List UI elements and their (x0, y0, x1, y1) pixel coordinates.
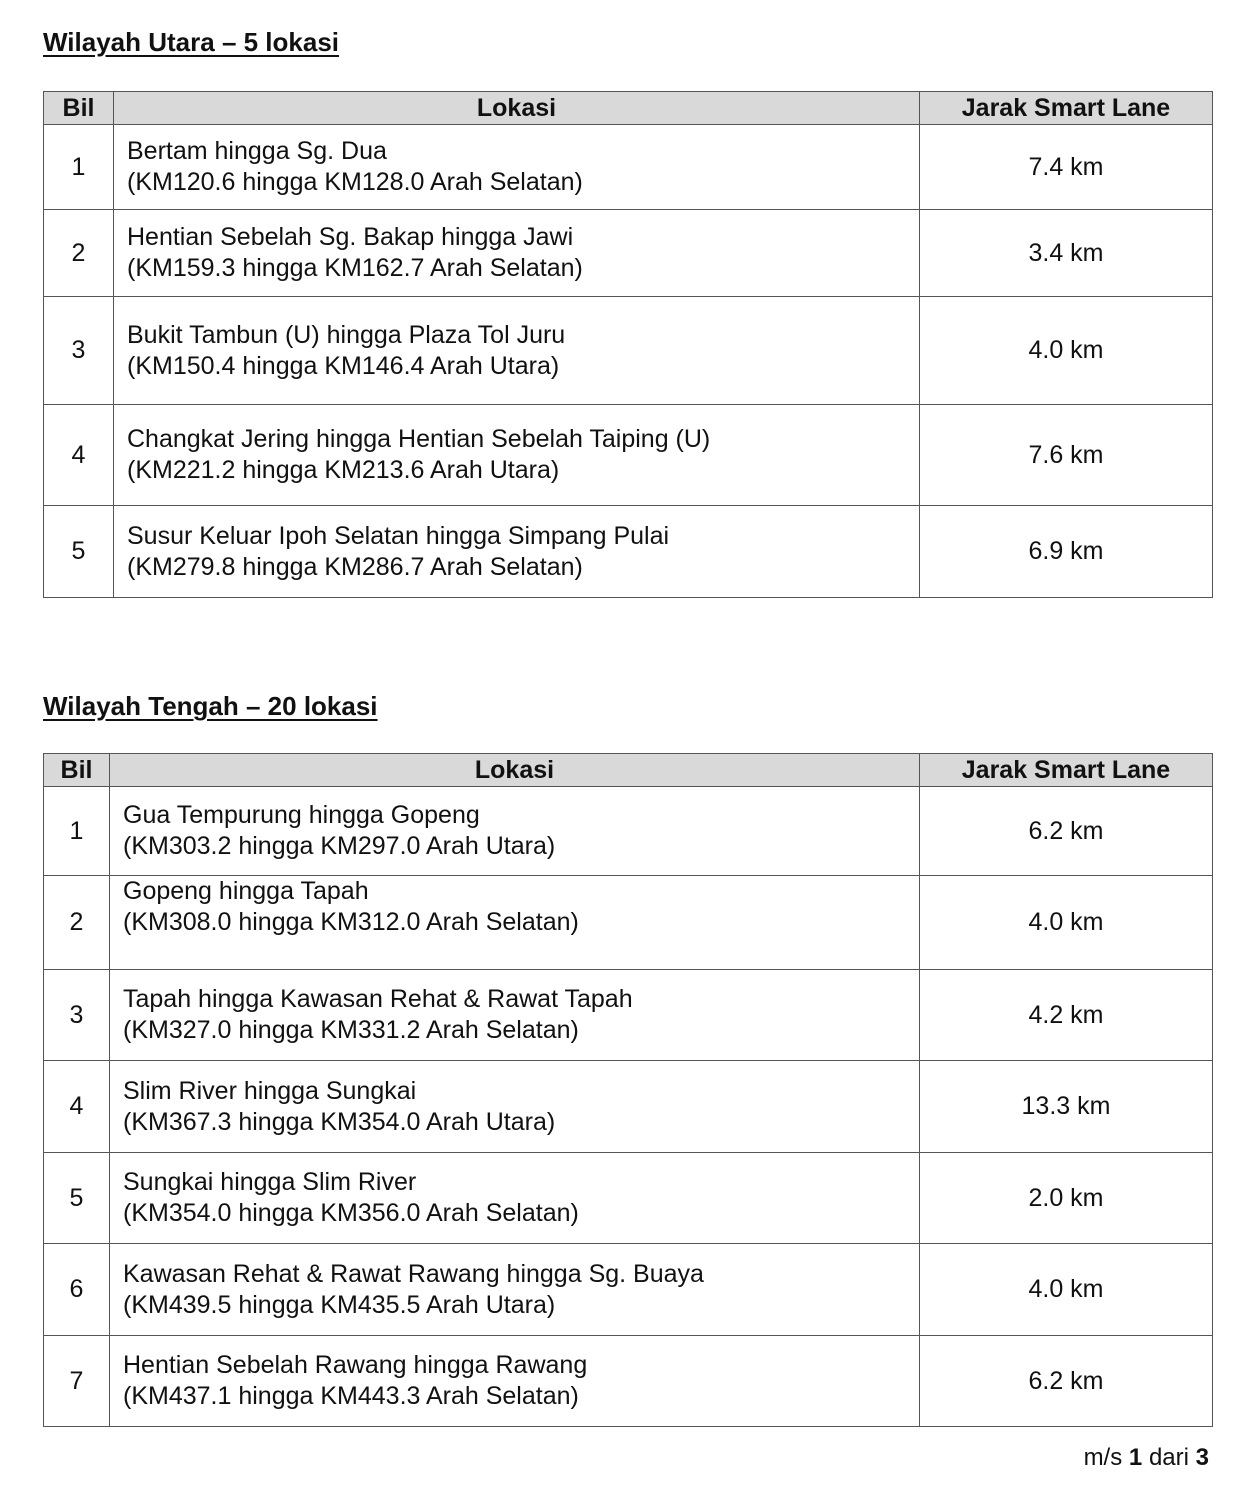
location-name: Bertam hingga Sg. Dua (127, 137, 387, 165)
location-km-range: (KM308.0 hingga KM312.0 Arah Selatan) (123, 908, 579, 936)
distance-cell: 7.4 km (920, 125, 1213, 210)
table-row (44, 787, 1213, 876)
location-km-range: (KM150.4 hingga KM146.4 Arah Utara) (127, 351, 560, 380)
row-number: 5 (44, 506, 114, 598)
distance-cell: 6.9 km (920, 506, 1213, 598)
table-row (44, 1153, 1213, 1244)
location-cell (110, 1244, 920, 1336)
location-name: Gua Tempurung hingga Gopeng (123, 801, 480, 829)
header-lokasi: Lokasi (110, 754, 920, 787)
location-name: Tapah hingga Kawasan Rehat & Rawat Tapah (123, 985, 633, 1013)
section-heading-utara: Wilayah Utara – 5 lokasi (43, 27, 340, 57)
table-tengah (43, 753, 1213, 1427)
location-km-range: (KM120.6 hingga KM128.0 Arah Selatan) (127, 168, 583, 196)
location-km-range: (KM279.8 hingga KM286.7 Arah Selatan) (127, 552, 583, 581)
row-number: 2 (44, 876, 110, 970)
table-row (44, 970, 1213, 1061)
distance-cell: 4.0 km (920, 1244, 1213, 1336)
table-row (44, 405, 1213, 506)
location-km-range: (KM303.2 hingga KM297.0 Arah Utara) (123, 832, 556, 860)
location-name: Bukit Tambun (U) hingga Plaza Tol Juru (127, 320, 566, 349)
table-utara (43, 91, 1213, 598)
table-row (44, 1061, 1213, 1153)
location-name: Slim River hingga Sungkai (123, 1076, 417, 1105)
section-heading-tengah: Wilayah Tengah – 20 lokasi (43, 691, 378, 721)
location-name: Gopeng hingga Tapah (123, 877, 369, 905)
page-prefix: m/s (1083, 1444, 1123, 1471)
location-cell (110, 787, 920, 876)
distance-cell: 4.0 km (920, 876, 1213, 970)
distance-cell: 6.2 km (920, 1336, 1213, 1427)
row-number: 6 (44, 1244, 110, 1336)
distance-cell: 2.0 km (920, 1153, 1213, 1244)
table-row (44, 210, 1213, 297)
distance-cell: 4.0 km (920, 297, 1213, 405)
location-cell (110, 970, 920, 1061)
location-km-range: (KM439.5 hingga KM435.5 Arah Utara) (123, 1290, 556, 1319)
row-number: 3 (44, 297, 114, 405)
current-page: 1 (1128, 1444, 1143, 1471)
table-row (44, 297, 1213, 405)
location-name: Kawasan Rehat & Rawat Rawang hingga Sg. Buaya (123, 1259, 704, 1288)
distance-cell: 13.3 km (920, 1061, 1213, 1153)
distance-cell: 6.2 km (920, 787, 1213, 876)
header-jarak: Jarak Smart Lane (920, 92, 1213, 125)
location-cell (110, 1336, 920, 1427)
location-cell (110, 1153, 920, 1244)
table-row (44, 1244, 1213, 1336)
location-name: Sungkai hingga Slim River (123, 1168, 417, 1196)
distance-cell: 7.6 km (920, 405, 1213, 506)
row-number: 4 (44, 405, 114, 506)
location-km-range: (KM367.3 hingga KM354.0 Arah Utara) (123, 1107, 556, 1136)
header-bil: Bil (44, 754, 110, 787)
table-row (44, 876, 1213, 970)
header-lokasi: Lokasi (114, 92, 920, 125)
table-row (44, 125, 1213, 210)
row-number: 1 (44, 125, 114, 210)
location-name: Hentian Sebelah Sg. Bakap hingga Jawi (127, 223, 574, 251)
location-km-range: (KM437.1 hingga KM443.3 Arah Selatan) (123, 1382, 579, 1410)
location-km-range: (KM221.2 hingga KM213.6 Arah Utara) (127, 456, 560, 484)
header-bil: Bil (44, 92, 114, 125)
table-row (44, 506, 1213, 598)
location-km-range: (KM354.0 hingga KM356.0 Arah Selatan) (123, 1199, 579, 1227)
location-cell (110, 876, 920, 970)
location-name: Hentian Sebelah Rawang hingga Rawang (123, 1351, 588, 1379)
location-cell (114, 506, 920, 598)
page-number (1084, 1444, 1209, 1472)
location-cell (110, 1061, 920, 1153)
location-km-range: (KM327.0 hingga KM331.2 Arah Selatan) (123, 1016, 579, 1044)
row-number: 1 (44, 787, 110, 876)
row-number: 2 (44, 210, 114, 297)
page-separator: dari (1148, 1444, 1189, 1471)
location-name: Changkat Jering hingga Hentian Sebelah Taiping (U) (127, 425, 711, 453)
table-header-row (44, 92, 1213, 125)
location-cell (114, 210, 920, 297)
location-name: Susur Keluar Ipoh Selatan hingga Simpang Pulai (127, 521, 670, 550)
location-cell (114, 297, 920, 405)
row-number: 4 (44, 1061, 110, 1153)
row-number: 7 (44, 1336, 110, 1427)
table-header-row (44, 754, 1213, 787)
distance-cell: 4.2 km (920, 970, 1213, 1061)
distance-cell: 3.4 km (920, 210, 1213, 297)
location-km-range: (KM159.3 hingga KM162.7 Arah Selatan) (127, 254, 583, 282)
location-cell (114, 405, 920, 506)
row-number: 3 (44, 970, 110, 1061)
location-cell (114, 125, 920, 210)
total-pages: 3 (1195, 1444, 1209, 1471)
table-row (44, 1336, 1213, 1427)
row-number: 5 (44, 1153, 110, 1244)
header-jarak: Jarak Smart Lane (920, 754, 1213, 787)
